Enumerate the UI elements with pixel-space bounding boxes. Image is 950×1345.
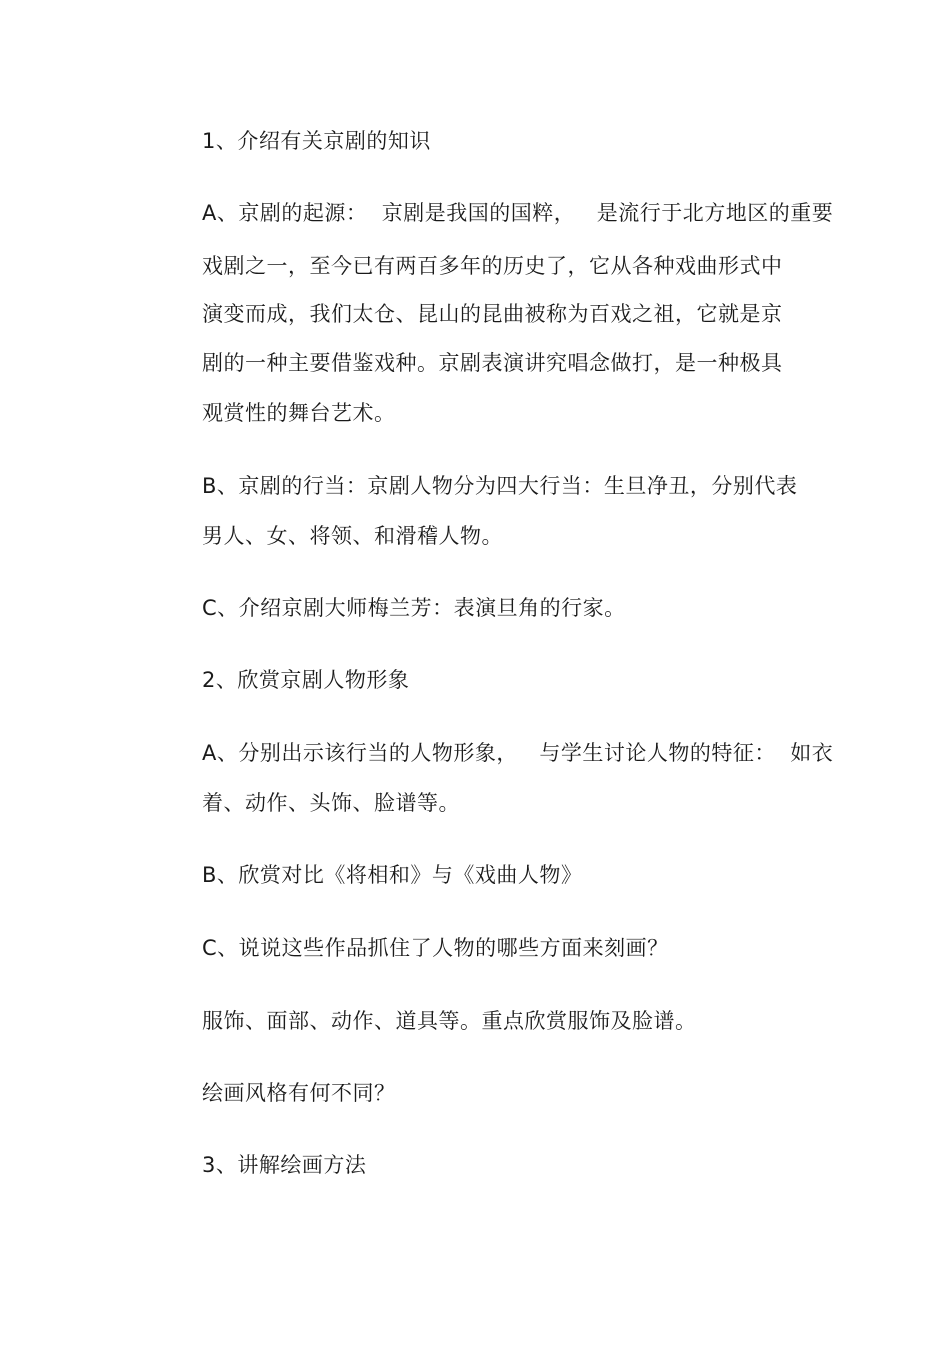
- heading-2: 2、欣赏京剧人物形象: [202, 668, 410, 692]
- paragraph-2a-line-2: 着、动作、头饰、脸谱等。: [202, 791, 460, 815]
- paragraph-2b: B、欣赏对比《将相和》与《戏曲人物》: [202, 863, 583, 887]
- paragraph-a-line-5: 观赏性的舞台艺术。: [202, 401, 396, 425]
- paragraph-c: C、介绍京剧大师梅兰芳：表演旦角的行家。: [202, 596, 626, 620]
- paragraph-2c: C、说说这些作品抓住了人物的哪些方面来刻画？: [202, 936, 669, 960]
- paragraph-2c-answer: 服饰、面部、动作、道具等。重点欣赏服饰及脸谱。: [202, 1009, 697, 1033]
- paragraph-2c-question: 绘画风格有何不同？: [202, 1081, 396, 1105]
- paragraph-a-line-2: 戏剧之一，至今已有两百多年的历史了，它从各种戏曲形式中: [202, 254, 783, 278]
- paragraph-b-line-2: 男人、女、将领、和滑稽人物。: [202, 524, 503, 548]
- paragraph-b-line-1: B、京剧的行当：京剧人物分为四大行当：生旦净丑，分别代表: [202, 474, 798, 498]
- paragraph-a-line-3: 演变而成，我们太仓、昆山的昆曲被称为百戏之祖，它就是京: [202, 302, 783, 326]
- paragraph-2a-line-1: A、分别出示该行当的人物形象， 与学生讨论人物的特征： 如衣: [202, 741, 834, 765]
- heading-1: 1、介绍有关京剧的知识: [202, 129, 431, 153]
- heading-3: 3、讲解绘画方法: [202, 1153, 367, 1177]
- paragraph-a-line-1: A、京剧的起源： 京剧是我国的国粹， 是流行于北方地区的重要: [202, 201, 834, 225]
- paragraph-a-line-4: 剧的一种主要借鉴戏种。京剧表演讲究唱念做打，是一种极具: [202, 351, 783, 375]
